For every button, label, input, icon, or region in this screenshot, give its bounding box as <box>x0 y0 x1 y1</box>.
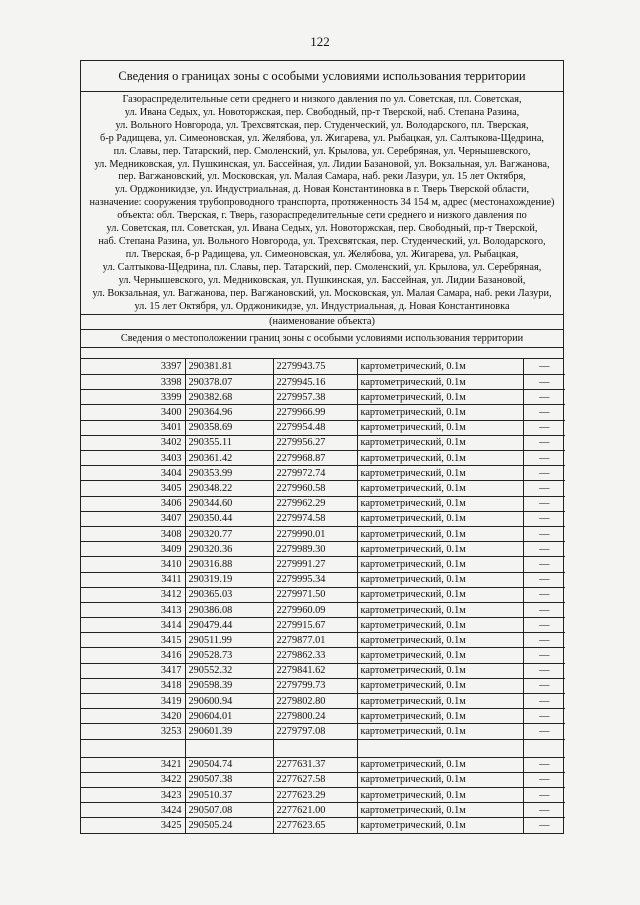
note-cell: — <box>523 390 565 405</box>
point-number-cell: 3397 <box>81 359 185 374</box>
table-row <box>81 390 565 405</box>
note-cell: — <box>523 496 565 511</box>
note-cell: — <box>523 511 565 526</box>
note-cell: — <box>523 466 565 481</box>
object-description-line: ул. Вольного Новгорода, ул. Трехсвятская, пер. Студенческий, ул. Володарского, пл. Тверская, <box>115 119 529 131</box>
x-coordinate-cell: 290361.42 <box>185 451 273 466</box>
zone-boundaries-document <box>80 60 564 834</box>
method-cell: картометрический, 0.1м <box>357 678 523 693</box>
object-description-line: ул. Салтыкова-Щедрина, пл. Славы, пер. Татарский, пер. Смоленский, ул. Крылова, ул. Серебряная, <box>102 261 542 273</box>
x-coordinate-cell: 290319.19 <box>185 572 273 587</box>
table-row <box>81 772 565 787</box>
object-description-line: ул. 15 лет Октября, ул. Орджоникидзе, ул. Индустриальная, д. Новая Константиновка <box>134 300 510 312</box>
y-coordinate-cell: 2279974.58 <box>273 511 357 526</box>
object-description-line: ул. Ивана Седых, ул. Новоторжская, пер. Свободный, пр-т Тверской, наб. Степана Разина, <box>124 106 520 118</box>
method-cell: картометрический, 0.1м <box>357 405 523 420</box>
note-cell: — <box>523 724 565 739</box>
table-row <box>81 818 565 833</box>
object-description-line: ул. Вокзальная, ул. Вагжанова, пер. Вагжановский, ул. Московская, ул. Малая Самара, наб. реки Лазури, <box>92 287 552 299</box>
note-cell: — <box>523 587 565 602</box>
table-row <box>81 618 565 633</box>
point-number-cell: 3414 <box>81 618 185 633</box>
blank-separator-row <box>81 739 565 757</box>
note-cell: — <box>523 709 565 724</box>
y-coordinate-cell: 2279990.01 <box>273 526 357 541</box>
y-coordinate-cell: 2279991.27 <box>273 557 357 572</box>
note-cell: — <box>523 451 565 466</box>
note-cell: — <box>523 557 565 572</box>
object-description-line: объекта: обл. Тверская, г. Тверь, газораспределительные сети среднего и низкого давления по <box>117 210 527 222</box>
table-row <box>81 405 565 420</box>
table-row <box>81 359 565 374</box>
table-row <box>81 678 565 693</box>
note-cell: — <box>523 678 565 693</box>
point-number-cell: 3402 <box>81 435 185 450</box>
y-coordinate-cell: 2279797.08 <box>273 724 357 739</box>
x-coordinate-cell: 290601.39 <box>185 724 273 739</box>
x-coordinate-cell: 290382.68 <box>185 390 273 405</box>
y-coordinate-cell: 2277631.37 <box>273 757 357 772</box>
note-cell: — <box>523 420 565 435</box>
note-cell: — <box>539 820 550 832</box>
x-coordinate-cell: 290316.88 <box>185 557 273 572</box>
note-cell: — <box>523 803 565 818</box>
y-coordinate-cell: 2277623.65 <box>273 818 357 833</box>
point-number-cell: 3418 <box>81 678 185 693</box>
y-coordinate-cell: 2279862.33 <box>273 648 357 663</box>
note-cell: — <box>523 787 565 802</box>
y-coordinate-cell: 2279800.24 <box>273 709 357 724</box>
method-cell: картометрический, 0.1м <box>357 772 523 787</box>
point-number-cell: 3407 <box>81 511 185 526</box>
empty-cell <box>273 739 357 757</box>
object-description-line: ул. Орджоникидзе, ул. Индустриальная, д. Новая Константиновка в г. Тверь Тверской области, <box>114 184 530 196</box>
x-coordinate-cell: 290320.77 <box>185 526 273 541</box>
method-cell: картометрический, 0.1м <box>357 526 523 541</box>
object-description-line: назначение: сооружения трубопроводного транспорта, протяженность 34 154 м, адрес (местонахождение) <box>89 197 555 209</box>
table-row <box>81 709 565 724</box>
table-row <box>81 587 565 602</box>
object-caption: (наименование объекта) <box>81 315 563 330</box>
y-coordinate-cell: 2279960.58 <box>273 481 357 496</box>
note-cell: — <box>523 481 565 496</box>
location-section-title: Сведения о местоположении границ зоны с особыми условиями использования территории <box>81 330 563 348</box>
note-cell: — <box>523 772 565 787</box>
table-row <box>81 466 565 481</box>
note-cell: — <box>523 618 565 633</box>
point-number-cell: 3400 <box>81 405 185 420</box>
note-cell: — <box>523 542 565 557</box>
table-row <box>81 648 565 663</box>
y-coordinate-cell: 2279966.99 <box>273 405 357 420</box>
x-coordinate-cell: 290344.60 <box>185 496 273 511</box>
x-coordinate-cell: 290552.32 <box>185 663 273 678</box>
table-row <box>81 375 565 390</box>
y-coordinate-cell: 2279943.75 <box>273 359 357 374</box>
note-cell: — <box>523 633 565 648</box>
method-cell: картометрический, 0.1м <box>357 587 523 602</box>
x-coordinate-cell: 290355.11 <box>185 435 273 450</box>
object-description-line: Газораспределительные сети среднего и низкого давления по ул. Советская, пл. Советская, <box>122 94 522 105</box>
note-cell: — <box>523 375 565 390</box>
object-description-line: пер. Вагжановский, ул. Московская, ул. Малая Самара, наб. реки Лазури, ул. 15 лет Октября, <box>118 171 526 183</box>
method-cell: картометрический, 0.1м <box>357 618 523 633</box>
y-coordinate-cell: 2277621.00 <box>273 803 357 818</box>
y-coordinate-cell: 2279957.38 <box>273 390 357 405</box>
note-cell: — <box>523 648 565 663</box>
point-number-cell: 3404 <box>81 466 185 481</box>
table-row <box>81 542 565 557</box>
point-number-cell: 3417 <box>81 663 185 678</box>
method-cell: картометрический, 0.1м <box>357 542 523 557</box>
point-number-cell: 3401 <box>81 420 185 435</box>
document-title: Сведения о границах зоны с особыми условиями использования территории <box>81 61 563 92</box>
note-cell: — <box>523 602 565 617</box>
note-cell: — <box>523 572 565 587</box>
x-coordinate-cell: 290358.69 <box>185 420 273 435</box>
note-cell: — <box>523 435 565 450</box>
method-cell: картометрический, 0.1м <box>357 496 523 511</box>
x-coordinate-cell: 290378.07 <box>185 375 273 390</box>
x-coordinate-cell: 290381.81 <box>185 359 273 374</box>
table-row <box>81 803 565 818</box>
y-coordinate-cell: 2279877.01 <box>273 633 357 648</box>
object-description-line: пл. Тверская, б-р Радищева, ул. Симеоновская, ул. Желябова, ул. Жигарева, ул. Рыбацкая, <box>125 248 519 260</box>
x-coordinate-cell: 290528.73 <box>185 648 273 663</box>
note-cell: — <box>523 405 565 420</box>
x-coordinate-cell: 290504.74 <box>185 757 273 772</box>
empty-cell <box>357 739 523 757</box>
point-number-cell: 3409 <box>81 542 185 557</box>
page-number: 122 <box>310 34 330 49</box>
x-coordinate-cell: 290350.44 <box>185 511 273 526</box>
table-row <box>81 435 565 450</box>
point-number-cell: 3398 <box>81 375 185 390</box>
method-cell: картометрический, 0.1м <box>357 557 523 572</box>
note-cell: — <box>523 359 565 374</box>
table-row <box>81 572 565 587</box>
point-number-cell: 3413 <box>81 602 185 617</box>
x-coordinate-cell: 290505.24 <box>185 818 273 833</box>
method-cell: картометрический, 0.1м <box>357 390 523 405</box>
method-cell: картометрический, 0.1м <box>357 724 523 739</box>
y-coordinate-cell: 2279945.16 <box>273 375 357 390</box>
method-cell: картометрический, 0.1м <box>357 818 523 833</box>
table-row <box>81 451 565 466</box>
method-cell: картометрический, 0.1м <box>357 757 523 772</box>
x-coordinate-cell: 290507.08 <box>185 803 273 818</box>
point-number-cell: 3399 <box>81 390 185 405</box>
x-coordinate-cell: 290600.94 <box>185 694 273 709</box>
point-number-cell: 3419 <box>81 694 185 709</box>
point-number-cell: 3405 <box>81 481 185 496</box>
method-cell: картометрический, 0.1м <box>357 359 523 374</box>
point-number-cell: 3408 <box>81 526 185 541</box>
table-row <box>81 496 565 511</box>
method-cell: картометрический, 0.1м <box>357 481 523 496</box>
empty-cell <box>185 739 273 757</box>
note-cell: — <box>523 526 565 541</box>
method-cell: картометрический, 0.1м <box>357 648 523 663</box>
point-number-cell: 3416 <box>81 648 185 663</box>
point-number-cell: 3423 <box>81 787 185 802</box>
object-description-line: ул. Медниковская, ул. Пушкинская, ул. Бассейная, ул. Лидии Базановой, ул. Вокзальная, ул. Вагжанова, <box>94 158 550 170</box>
point-number-cell: 3421 <box>81 757 185 772</box>
x-coordinate-cell: 290365.03 <box>185 587 273 602</box>
table-row <box>81 787 565 802</box>
point-number-cell: 3422 <box>81 772 185 787</box>
y-coordinate-cell: 2279995.34 <box>273 572 357 587</box>
method-cell: картометрический, 0.1м <box>357 572 523 587</box>
method-cell: картометрический, 0.1м <box>357 466 523 481</box>
method-cell: картометрический, 0.1м <box>357 602 523 617</box>
y-coordinate-cell: 2277623.29 <box>273 787 357 802</box>
method-cell: картометрический, 0.1м <box>357 709 523 724</box>
object-description-line: пл. Славы, пер. Татарский, пер. Смоленский, ул. Крылова, ул. Серебряная, ул. Чернышевского, <box>113 145 531 157</box>
method-cell: картометрический, 0.1м <box>357 435 523 450</box>
object-description-line: б-р Радищева, ул. Симеоновская, ул. Желябова, ул. Жигарева, ул. Рыбацкая, ул. Салтыкова-Щедрина, <box>100 132 544 144</box>
point-number-cell: 3425 <box>81 818 185 833</box>
y-coordinate-cell: 2279968.87 <box>273 451 357 466</box>
x-coordinate-cell: 290364.96 <box>185 405 273 420</box>
point-number-cell: 3406 <box>81 496 185 511</box>
point-number-cell: 3411 <box>81 572 185 587</box>
point-number-cell: 3253 <box>81 724 185 739</box>
y-coordinate-cell: 2279799.73 <box>273 678 357 693</box>
y-coordinate-cell: 2279962.29 <box>273 496 357 511</box>
point-number-cell: 3410 <box>81 557 185 572</box>
table-row <box>81 633 565 648</box>
point-number-cell: 3403 <box>81 451 185 466</box>
y-coordinate-cell: 2279954.48 <box>273 420 357 435</box>
x-coordinate-cell: 290598.39 <box>185 678 273 693</box>
method-cell: картометрический, 0.1м <box>357 375 523 390</box>
x-coordinate-cell: 290353.99 <box>185 466 273 481</box>
method-cell: картометрический, 0.1м <box>357 633 523 648</box>
object-description-line: ул. Советская, пл. Советская, ул. Ивана Седых, ул. Новоторжская, пер. Свободный, пр-т Тверской, <box>106 223 538 235</box>
x-coordinate-cell: 290479.44 <box>185 618 273 633</box>
table-row <box>81 663 565 678</box>
table-row <box>81 602 565 617</box>
object-description-line: наб. Степана Разина, ул. Вольного Новгорода, ул. Трехсвятская, пер. Студенческий, ул. Володарского, <box>98 235 546 247</box>
table-row <box>81 694 565 709</box>
table-row <box>81 557 565 572</box>
empty-cell <box>523 739 565 757</box>
object-description-line: ул. Чернышевского, ул. Медниковская, ул. Пушкинская, ул. Бассейная, ул. Лидии Базановой, <box>118 274 526 286</box>
method-cell: картометрический, 0.1м <box>357 663 523 678</box>
table-row <box>81 724 565 739</box>
point-number-cell: 3415 <box>81 633 185 648</box>
y-coordinate-cell: 2279989.30 <box>273 542 357 557</box>
table-row <box>81 481 565 496</box>
y-coordinate-cell: 2279802.80 <box>273 694 357 709</box>
coordinates-table <box>81 359 565 833</box>
method-cell: картометрический, 0.1м <box>357 803 523 818</box>
point-number-cell: 3412 <box>81 587 185 602</box>
y-coordinate-cell: 2279956.27 <box>273 435 357 450</box>
method-cell: картометрический, 0.1м <box>357 420 523 435</box>
y-coordinate-cell: 2279915.67 <box>273 618 357 633</box>
object-description <box>81 92 563 315</box>
point-number-cell: 3420 <box>81 709 185 724</box>
note-cell: — <box>523 694 565 709</box>
table-row <box>81 526 565 541</box>
table-row <box>81 511 565 526</box>
x-coordinate-cell: 290386.08 <box>185 602 273 617</box>
point-number-cell: 3424 <box>81 803 185 818</box>
table-row <box>81 420 565 435</box>
y-coordinate-cell: 2279971.50 <box>273 587 357 602</box>
y-coordinate-cell: 2279960.09 <box>273 602 357 617</box>
x-coordinate-cell: 290348.22 <box>185 481 273 496</box>
table-header-gap <box>81 348 563 359</box>
table-row <box>81 757 565 772</box>
note-cell: — <box>523 757 565 772</box>
x-coordinate-cell: 290507.38 <box>185 772 273 787</box>
note-cell: — <box>523 663 565 678</box>
method-cell: картометрический, 0.1м <box>357 511 523 526</box>
x-coordinate-cell: 290604.01 <box>185 709 273 724</box>
y-coordinate-cell: 2279841.62 <box>273 663 357 678</box>
y-coordinate-cell: 2279972.74 <box>273 466 357 481</box>
x-coordinate-cell: 290511.99 <box>185 633 273 648</box>
empty-cell <box>81 739 185 757</box>
x-coordinate-cell: 290510.37 <box>185 787 273 802</box>
y-coordinate-cell: 2277627.58 <box>273 772 357 787</box>
method-cell: картометрический, 0.1м <box>357 787 523 802</box>
method-cell: картометрический, 0.1м <box>357 694 523 709</box>
x-coordinate-cell: 290320.36 <box>185 542 273 557</box>
method-cell: картометрический, 0.1м <box>357 451 523 466</box>
